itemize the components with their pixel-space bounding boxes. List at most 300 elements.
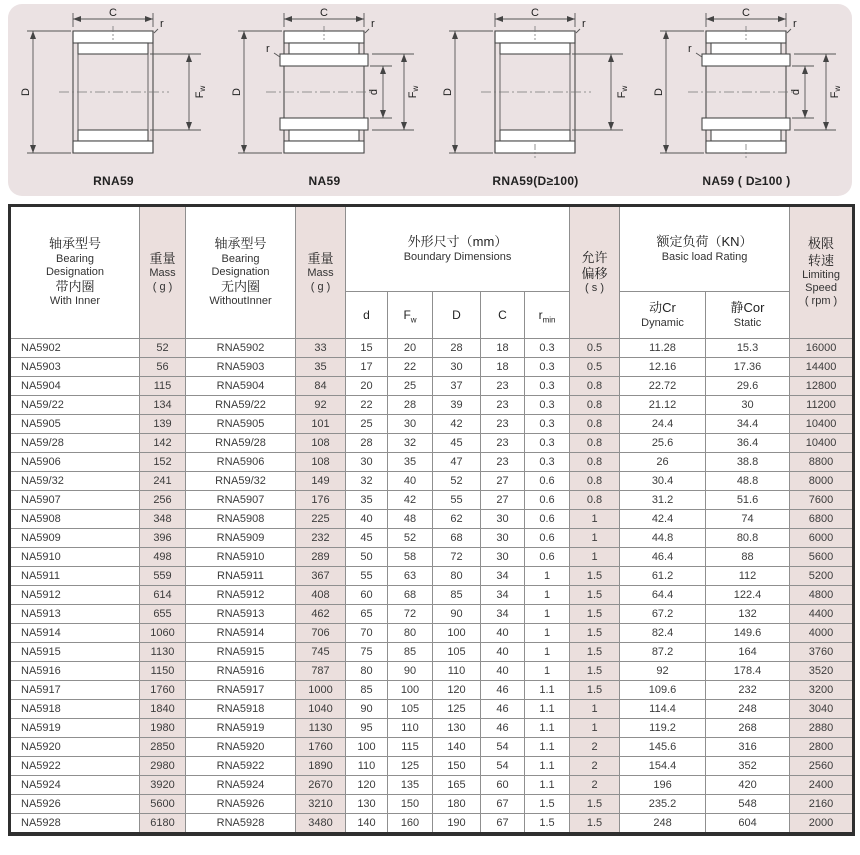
dim-fw-label: Fw <box>406 85 420 99</box>
table-cell: 38.8 <box>706 453 790 472</box>
table-cell: 559 <box>140 567 186 586</box>
table-cell: 1130 <box>296 719 346 738</box>
table-cell: 420 <box>706 776 790 795</box>
dim-r-label: r <box>370 18 375 30</box>
table-cell: 25.6 <box>620 434 706 453</box>
table-cell: 0.6 <box>525 491 570 510</box>
table-cell: NA5928 <box>10 814 140 835</box>
table-cell: 58 <box>388 548 433 567</box>
table-cell: 1890 <box>296 757 346 776</box>
table-cell: 6000 <box>790 529 854 548</box>
diagram-caption: RNA59 <box>93 174 134 188</box>
table-cell: 17.36 <box>706 358 790 377</box>
table-cell: 3200 <box>790 681 854 700</box>
table-cell: RNA5905 <box>186 415 296 434</box>
table-cell: 47 <box>433 453 481 472</box>
table-cell: 1060 <box>140 624 186 643</box>
table-cell: 0.5 <box>570 339 620 358</box>
dim-fw-label: Fw <box>193 85 207 99</box>
table-cell: 30 <box>481 529 525 548</box>
table-cell: 110 <box>388 719 433 738</box>
table-cell: RNA5907 <box>186 491 296 510</box>
table-cell: 80 <box>433 567 481 586</box>
table-cell: 39 <box>433 396 481 415</box>
table-cell: 396 <box>140 529 186 548</box>
table-cell: 34.4 <box>706 415 790 434</box>
table-cell: 0.8 <box>570 396 620 415</box>
table-cell: 35 <box>388 453 433 472</box>
table-cell: 31.2 <box>620 491 706 510</box>
diagram-rna59 <box>11 7 216 188</box>
table-cell: 0.6 <box>525 548 570 567</box>
table-cell: 1 <box>525 605 570 624</box>
table-cell: RNA5908 <box>186 510 296 529</box>
table-cell: 92 <box>296 396 346 415</box>
table-cell: 109.6 <box>620 681 706 700</box>
table-cell: 1.1 <box>525 700 570 719</box>
table-cell: 178.4 <box>706 662 790 681</box>
table-cell: 80 <box>346 662 388 681</box>
table-cell: 0.3 <box>525 434 570 453</box>
table-cell: 160 <box>388 814 433 835</box>
table-cell: 92 <box>620 662 706 681</box>
table-cell: 67 <box>481 814 525 835</box>
table-cell: RNA5919 <box>186 719 296 738</box>
table-cell: 82.4 <box>620 624 706 643</box>
table-cell: 30 <box>481 510 525 529</box>
table-cell: 10400 <box>790 415 854 434</box>
table-cell: 33 <box>296 339 346 358</box>
table-cell: RNA5916 <box>186 662 296 681</box>
table-row <box>10 662 854 681</box>
table-cell: 45 <box>433 434 481 453</box>
header-static-load: 静Cor Static <box>706 292 790 339</box>
table-cell: 115 <box>388 738 433 757</box>
dim-c-label: C <box>319 7 328 19</box>
table-cell: 8000 <box>790 472 854 491</box>
drawings-panel <box>8 4 852 196</box>
table-cell: NA5908 <box>10 510 140 529</box>
table-cell: 28 <box>388 396 433 415</box>
table-cell: 152 <box>140 453 186 472</box>
table-cell: 0.3 <box>525 358 570 377</box>
dim-fw-label: Fw <box>828 85 842 99</box>
table-cell: 408 <box>296 586 346 605</box>
table-cell: 54 <box>481 757 525 776</box>
table-cell: 4400 <box>790 605 854 624</box>
table-cell: 0.3 <box>525 339 570 358</box>
table-cell: 44.8 <box>620 529 706 548</box>
dim-r-label: r <box>581 18 586 30</box>
bearing-cross-section-rna59 <box>15 7 213 177</box>
table-row <box>10 472 854 491</box>
table-cell: 85 <box>346 681 388 700</box>
table-cell: RNA5915 <box>186 643 296 662</box>
table-cell: 22 <box>346 396 388 415</box>
table-cell: RNA5918 <box>186 700 296 719</box>
table-cell: 149.6 <box>706 624 790 643</box>
dim-c-label: C <box>741 7 750 19</box>
table-cell: 42 <box>433 415 481 434</box>
table-cell: NA5919 <box>10 719 140 738</box>
table-cell: 30 <box>706 396 790 415</box>
table-cell: 115 <box>140 377 186 396</box>
table-cell: RNA5906 <box>186 453 296 472</box>
table-cell: 140 <box>433 738 481 757</box>
table-cell: 42.4 <box>620 510 706 529</box>
table-cell: 1040 <box>296 700 346 719</box>
table-cell: RNA5917 <box>186 681 296 700</box>
table-row <box>10 510 854 529</box>
table-cell: 63 <box>388 567 433 586</box>
table-cell: 52 <box>388 529 433 548</box>
table-cell: 61.2 <box>620 567 706 586</box>
table-cell: 1980 <box>140 719 186 738</box>
table-row <box>10 415 854 434</box>
table-cell: 1760 <box>140 681 186 700</box>
dim-c-label: C <box>530 7 539 19</box>
table-cell: 6180 <box>140 814 186 835</box>
table-cell: NA5906 <box>10 453 140 472</box>
table-cell: 30 <box>346 453 388 472</box>
table-row <box>10 434 854 453</box>
table-cell: 100 <box>433 624 481 643</box>
table-cell: 268 <box>706 719 790 738</box>
table-cell: 1000 <box>296 681 346 700</box>
table-cell: 90 <box>388 662 433 681</box>
table-cell: 289 <box>296 548 346 567</box>
table-cell: 1840 <box>140 700 186 719</box>
table-cell: 3760 <box>790 643 854 662</box>
table-cell: NA5911 <box>10 567 140 586</box>
table-cell: 145.6 <box>620 738 706 757</box>
diagram-na59-d100 <box>644 7 849 188</box>
table-cell: 0.5 <box>570 358 620 377</box>
table-cell: NA5922 <box>10 757 140 776</box>
table-cell: 6800 <box>790 510 854 529</box>
dim-r-label: r <box>792 18 797 30</box>
table-cell: 85 <box>433 586 481 605</box>
diagram-caption: RNA59(D≥100) <box>492 174 579 188</box>
table-cell: 54 <box>481 738 525 757</box>
header-boundary-dimensions: 外形尺寸（mm） Boundary Dimensions <box>346 206 570 292</box>
table-cell: 1 <box>570 719 620 738</box>
table-cell: 32 <box>346 472 388 491</box>
table-cell: RNA5912 <box>186 586 296 605</box>
table-cell: 1.1 <box>525 738 570 757</box>
table-cell: 256 <box>140 491 186 510</box>
table-cell: 225 <box>296 510 346 529</box>
table-cell: 1 <box>525 643 570 662</box>
table-cell: 68 <box>388 586 433 605</box>
table-cell: 1.5 <box>525 795 570 814</box>
table-cell: NA5909 <box>10 529 140 548</box>
table-cell: 22.72 <box>620 377 706 396</box>
table-cell: 3210 <box>296 795 346 814</box>
dim-d-inner-label: d <box>367 88 380 96</box>
table-cell: 0.8 <box>570 453 620 472</box>
table-cell: 3480 <box>296 814 346 835</box>
table-cell: 3520 <box>790 662 854 681</box>
table-cell: RNA5913 <box>186 605 296 624</box>
table-cell: 706 <box>296 624 346 643</box>
table-row <box>10 719 854 738</box>
table-cell: 46 <box>481 700 525 719</box>
table-cell: 2000 <box>790 814 854 835</box>
table-cell: 2 <box>570 776 620 795</box>
table-cell: 40 <box>481 624 525 643</box>
table-cell: NA5917 <box>10 681 140 700</box>
table-cell: 45 <box>346 529 388 548</box>
table-row <box>10 681 854 700</box>
table-row <box>10 396 854 415</box>
table-cell: 2560 <box>790 757 854 776</box>
header-dim-fw: $F_w$ <box>388 292 433 339</box>
table-cell: 23 <box>481 396 525 415</box>
dim-d-outer-label: D <box>652 88 665 96</box>
table-cell: 80 <box>388 624 433 643</box>
table-cell: 2 <box>570 757 620 776</box>
table-cell: 30 <box>481 548 525 567</box>
table-cell: 24.4 <box>620 415 706 434</box>
table-cell: 0.8 <box>570 491 620 510</box>
table-cell: 1760 <box>296 738 346 757</box>
table-cell: 352 <box>706 757 790 776</box>
table-cell: NA5907 <box>10 491 140 510</box>
header-dim-rmin: $r_{min}$ <box>525 292 570 339</box>
table-cell: 46.4 <box>620 548 706 567</box>
table-cell: 1.1 <box>525 681 570 700</box>
table-cell: RNA5910 <box>186 548 296 567</box>
table-cell: 22 <box>388 358 433 377</box>
bearing-cross-section-na59 <box>226 7 424 177</box>
table-row <box>10 776 854 795</box>
table-cell: NA5910 <box>10 548 140 567</box>
table-cell: 12800 <box>790 377 854 396</box>
table-cell: 100 <box>388 681 433 700</box>
diagram-na59 <box>222 7 427 188</box>
table-cell: 0.6 <box>525 510 570 529</box>
table-cell: 110 <box>433 662 481 681</box>
table-cell: 655 <box>140 605 186 624</box>
diagram-rna59-d100 <box>433 7 638 188</box>
table-cell: 25 <box>388 377 433 396</box>
table-cell: NA5915 <box>10 643 140 662</box>
table-cell: 1 <box>570 510 620 529</box>
table-cell: 1 <box>570 529 620 548</box>
table-row <box>10 586 854 605</box>
table-cell: 35 <box>296 358 346 377</box>
table-cell: 1.1 <box>525 719 570 738</box>
table-cell: 75 <box>346 643 388 662</box>
table-cell: 134 <box>140 396 186 415</box>
table-cell: 108 <box>296 434 346 453</box>
table-cell: 34 <box>481 567 525 586</box>
table-cell: 84 <box>296 377 346 396</box>
table-cell: 87.2 <box>620 643 706 662</box>
table-cell: 30 <box>433 358 481 377</box>
table-cell: 35 <box>346 491 388 510</box>
table-cell: 18 <box>481 358 525 377</box>
table-cell: 28 <box>346 434 388 453</box>
table-cell: 232 <box>296 529 346 548</box>
table-cell: 787 <box>296 662 346 681</box>
table-cell: NA5914 <box>10 624 140 643</box>
table-cell: 90 <box>346 700 388 719</box>
header-dim-d: d <box>346 292 388 339</box>
table-cell: 74 <box>706 510 790 529</box>
table-cell: 130 <box>346 795 388 814</box>
table-row <box>10 643 854 662</box>
table-cell: 30.4 <box>620 472 706 491</box>
table-cell: 132 <box>706 605 790 624</box>
table-cell: 1.5 <box>525 814 570 835</box>
table-row <box>10 605 854 624</box>
diagram-caption: NA59 ( D≥100 ) <box>702 174 791 188</box>
table-cell: 232 <box>706 681 790 700</box>
table-cell: 154.4 <box>620 757 706 776</box>
table-cell: 12.16 <box>620 358 706 377</box>
table-cell: 0.6 <box>525 472 570 491</box>
table-cell: 15 <box>346 339 388 358</box>
table-cell: 34 <box>481 586 525 605</box>
table-cell: 37 <box>433 377 481 396</box>
table-cell: 1 <box>525 624 570 643</box>
table-cell: 20 <box>388 339 433 358</box>
table-cell: 46 <box>481 681 525 700</box>
table-cell: 42 <box>388 491 433 510</box>
dim-fw-label: Fw <box>615 85 629 99</box>
table-cell: 2800 <box>790 738 854 757</box>
dim-d-outer-label: D <box>441 88 454 96</box>
table-cell: NA5920 <box>10 738 140 757</box>
table-cell: 4800 <box>790 586 854 605</box>
table-cell: 100 <box>346 738 388 757</box>
table-cell: 105 <box>388 700 433 719</box>
table-cell: RNA5924 <box>186 776 296 795</box>
table-cell: 55 <box>346 567 388 586</box>
table-cell: RNA5904 <box>186 377 296 396</box>
table-cell: 3040 <box>790 700 854 719</box>
table-cell: RNA5928 <box>186 814 296 835</box>
table-cell: 164 <box>706 643 790 662</box>
table-cell: 34 <box>481 605 525 624</box>
table-cell: NA59/28 <box>10 434 140 453</box>
table-cell: 48 <box>388 510 433 529</box>
header-dim-C: C <box>481 292 525 339</box>
header-dynamic-load: 动Cr Dynamic <box>620 292 706 339</box>
table-cell: 88 <box>706 548 790 567</box>
table-cell: 2670 <box>296 776 346 795</box>
table-cell: 150 <box>433 757 481 776</box>
table-cell: 10400 <box>790 434 854 453</box>
table-cell: NA5916 <box>10 662 140 681</box>
table-cell: 23 <box>481 453 525 472</box>
table-cell: 1.5 <box>570 624 620 643</box>
table-cell: 1.5 <box>570 681 620 700</box>
table-cell: 1.1 <box>525 776 570 795</box>
table-cell: 80.8 <box>706 529 790 548</box>
header-permissible-offset: 允许 偏移 ( s ) <box>570 206 620 339</box>
table-cell: 67 <box>481 795 525 814</box>
table-cell: 52 <box>433 472 481 491</box>
table-row <box>10 377 854 396</box>
table-cell: 17 <box>346 358 388 377</box>
table-cell: 165 <box>433 776 481 795</box>
bearing-cross-section-rna59-d100 <box>437 7 635 177</box>
table-cell: 95 <box>346 719 388 738</box>
table-row <box>10 700 854 719</box>
dim-d-inner-label: d <box>789 88 802 96</box>
table-cell: 20 <box>346 377 388 396</box>
table-cell: 56 <box>140 358 186 377</box>
table-cell: NA59/22 <box>10 396 140 415</box>
header-bearing-without-inner: 轴承型号 Bearing Designation 无内圈 WithoutInner <box>186 206 296 339</box>
table-cell: 2850 <box>140 738 186 757</box>
table-cell: 1.5 <box>570 643 620 662</box>
table-cell: 1.5 <box>570 586 620 605</box>
table-cell: NA59/32 <box>10 472 140 491</box>
table-cell: RNA5902 <box>186 339 296 358</box>
table-cell: 150 <box>388 795 433 814</box>
table-cell: 101 <box>296 415 346 434</box>
table-cell: 5600 <box>790 548 854 567</box>
table-row <box>10 757 854 776</box>
table-cell: 5600 <box>140 795 186 814</box>
header-bearing-with-inner: 轴承型号 Bearing Designation 带内圈 With Inner <box>10 206 140 339</box>
table-cell: 0.3 <box>525 453 570 472</box>
table-cell: 55 <box>433 491 481 510</box>
table-cell: 40 <box>346 510 388 529</box>
table-row <box>10 358 854 377</box>
table-cell: 108 <box>296 453 346 472</box>
table-cell: 90 <box>433 605 481 624</box>
table-cell: 0.3 <box>525 377 570 396</box>
table-cell: NA5904 <box>10 377 140 396</box>
table-row <box>10 548 854 567</box>
table-cell: RNA5922 <box>186 757 296 776</box>
table-cell: 1.5 <box>570 567 620 586</box>
table-cell: 125 <box>433 700 481 719</box>
table-cell: 11200 <box>790 396 854 415</box>
bearing-cross-section-na59-d100 <box>648 7 846 177</box>
table-cell: 176 <box>296 491 346 510</box>
table-cell: 1 <box>570 700 620 719</box>
table-cell: 64.4 <box>620 586 706 605</box>
header-mass-2: 重量 Mass ( g ) <box>296 206 346 339</box>
table-cell: 462 <box>296 605 346 624</box>
table-row <box>10 624 854 643</box>
table-cell: 26 <box>620 453 706 472</box>
table-cell: 180 <box>433 795 481 814</box>
table-cell: 27 <box>481 491 525 510</box>
table-cell: 120 <box>346 776 388 795</box>
table-cell: 50 <box>346 548 388 567</box>
dim-c-label: C <box>108 7 117 19</box>
table-cell: 0.8 <box>570 415 620 434</box>
table-cell: 23 <box>481 415 525 434</box>
table-cell: 8800 <box>790 453 854 472</box>
table-cell: 604 <box>706 814 790 835</box>
table-cell: 348 <box>140 510 186 529</box>
table-cell: NA5905 <box>10 415 140 434</box>
table-cell: 14400 <box>790 358 854 377</box>
header-mass-1: 重量 Mass ( g ) <box>140 206 186 339</box>
table-cell: 51.6 <box>706 491 790 510</box>
table-cell: 52 <box>140 339 186 358</box>
dim-r-label-2: r <box>687 43 692 55</box>
table-cell: 2880 <box>790 719 854 738</box>
